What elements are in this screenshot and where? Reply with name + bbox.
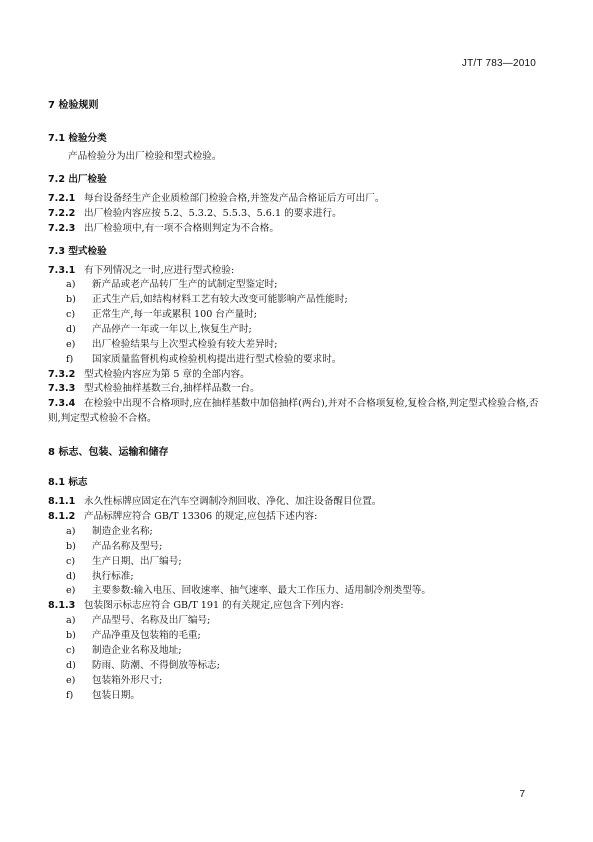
clause-7-3-3 xyxy=(48,382,548,397)
clause-number: 7.3.4 xyxy=(48,398,76,410)
list-label: b) xyxy=(66,540,76,552)
list-item xyxy=(66,338,548,353)
list-label: d) xyxy=(66,570,76,582)
list-text: 新产品或老产品转厂生产的试制定型鉴定时; xyxy=(92,279,278,291)
clause-7-2-1 xyxy=(48,192,548,207)
clause-8-1-1 xyxy=(48,495,548,510)
list-label: a) xyxy=(66,615,76,627)
clause-7-3-4 xyxy=(48,397,548,427)
list-8-1-2 xyxy=(48,525,548,599)
list-label: f) xyxy=(66,353,74,365)
list-label: a) xyxy=(66,526,76,538)
clause-7-3-1 xyxy=(48,264,548,279)
list-item xyxy=(66,353,548,368)
clause-number: 7.3.2 xyxy=(48,368,76,380)
list-item xyxy=(66,674,548,689)
clause-text: 型式检验内容应为第 5 章的全部内容。 xyxy=(84,368,250,380)
list-text: 包装日期。 xyxy=(92,689,140,701)
clause-text: 在检验中出现不合格项时,应在抽样基数中加倍抽样(两台),并对不合格项复检,复检合格,判定型式检验合格,否则,判定型式检验不合格。 xyxy=(48,398,539,425)
list-text: 出厂检验结果与上次型式检验有较大差异时; xyxy=(92,338,278,350)
list-item xyxy=(66,555,548,570)
list-text: 正常生产,每一年或累积 100 台产量时; xyxy=(92,309,258,321)
clause-text: 永久性标牌应固定在汽车空调制冷剂回收、净化、加注设备醒目位置。 xyxy=(84,496,382,508)
clause-number: 7.2.1 xyxy=(48,193,76,205)
list-label: e) xyxy=(66,585,76,597)
clause-7-3-2 xyxy=(48,368,548,383)
list-text: 制造企业名称及地址; xyxy=(92,644,182,656)
list-item xyxy=(66,689,548,704)
clause-text: 型式检验抽样基数三台,抽样样品数一台。 xyxy=(84,383,260,395)
clause-text: 产品标牌应符合 GB/T 13306 的规定,应包括下述内容: xyxy=(84,511,318,523)
list-label: d) xyxy=(66,659,76,671)
list-text: 产品名称及型号; xyxy=(92,540,163,552)
section-8-heading: 8 标志、包装、运输和储存 xyxy=(48,446,169,458)
clause-text: 出厂检验项中,有一项不合格则判定为不合格。 xyxy=(84,222,279,234)
clause-text: 每台设备经生产企业质检部门检验合格,并签发产品合格证后方可出厂。 xyxy=(84,193,385,205)
list-label: b) xyxy=(66,294,76,306)
section-7-2-heading: 7.2 出厂检验 xyxy=(48,174,107,186)
list-label: c) xyxy=(66,309,76,321)
list-label: b) xyxy=(66,630,76,642)
section-7-heading: 7 检验规则 xyxy=(48,100,99,111)
list-item xyxy=(66,525,548,540)
list-text: 产品停产一年或一年以上,恢复生产时; xyxy=(92,323,252,335)
section-7-1-heading: 7.1 检验分类 xyxy=(48,132,107,144)
list-text: 正式生产后,如结构材料工艺有较大改变可能影响产品性能时; xyxy=(92,294,348,306)
list-label: d) xyxy=(66,323,76,335)
clause-text: 有下列情况之一时,应进行型式检验: xyxy=(84,264,235,276)
list-item xyxy=(66,540,548,555)
section-7-1-text: 产品检验分为出厂检验和型式检验。 xyxy=(68,151,222,163)
clause-number: 8.1.1 xyxy=(48,496,76,508)
clause-text: 包装图示标志应符合 GB/T 191 的有关规定,应包含下列内容: xyxy=(84,600,344,612)
list-text: 主要参数:输入电压、回收速率、抽气速率、最大工作压力、适用制冷剂类型等。 xyxy=(92,585,432,597)
clause-text: 出厂检验内容应按 5.2、5.3.2、5.5.3、5.6.1 的要求进行。 xyxy=(84,207,342,219)
list-label: c) xyxy=(66,644,76,656)
list-8-1-3 xyxy=(48,614,548,703)
clause-number: 7.2.3 xyxy=(48,222,76,234)
standard-code-header: JT/T 783—2010 xyxy=(461,58,536,69)
list-label: e) xyxy=(66,674,76,686)
list-item xyxy=(66,659,548,674)
list-text: 生产日期、出厂编号; xyxy=(92,555,182,567)
list-item xyxy=(66,278,548,293)
list-text: 产品净重及包装箱的毛重; xyxy=(92,630,201,642)
list-item xyxy=(66,293,548,308)
clause-8-1-2 xyxy=(48,510,548,525)
list-item xyxy=(66,323,548,338)
clause-number: 7.3.1 xyxy=(48,264,76,276)
list-item xyxy=(66,614,548,629)
clause-7-2-2 xyxy=(48,207,548,222)
list-text: 产品型号、名称及出厂编号; xyxy=(92,615,211,627)
list-label: c) xyxy=(66,555,76,567)
list-label: a) xyxy=(66,279,76,291)
page-number: 7 xyxy=(519,789,525,800)
list-text: 执行标准; xyxy=(92,570,134,582)
list-label: e) xyxy=(66,338,76,350)
section-7-3-heading: 7.3 型式检验 xyxy=(48,245,107,257)
section-8-1-heading: 8.1 标志 xyxy=(48,477,88,489)
clause-number: 7.2.2 xyxy=(48,207,76,219)
clause-7-2-3 xyxy=(48,222,548,237)
list-label: f) xyxy=(66,689,74,701)
clause-8-1-3 xyxy=(48,599,548,614)
list-text: 包装箱外形尺寸; xyxy=(92,674,163,686)
list-text: 防雨、防潮、不得倒放等标志; xyxy=(92,659,220,671)
list-text: 制造企业名称; xyxy=(92,526,153,538)
clause-number: 8.1.3 xyxy=(48,600,76,612)
list-item xyxy=(66,308,548,323)
list-item xyxy=(66,570,548,585)
list-text: 国家质量监督机构或检验机构提出进行型式检验的要求时。 xyxy=(92,353,342,365)
list-7-3-1 xyxy=(48,278,548,367)
list-item xyxy=(66,644,548,659)
clause-number: 8.1.2 xyxy=(48,511,76,523)
clause-number: 7.3.3 xyxy=(48,383,76,395)
list-item xyxy=(66,629,548,644)
list-item xyxy=(66,584,548,599)
document-body xyxy=(48,98,548,703)
